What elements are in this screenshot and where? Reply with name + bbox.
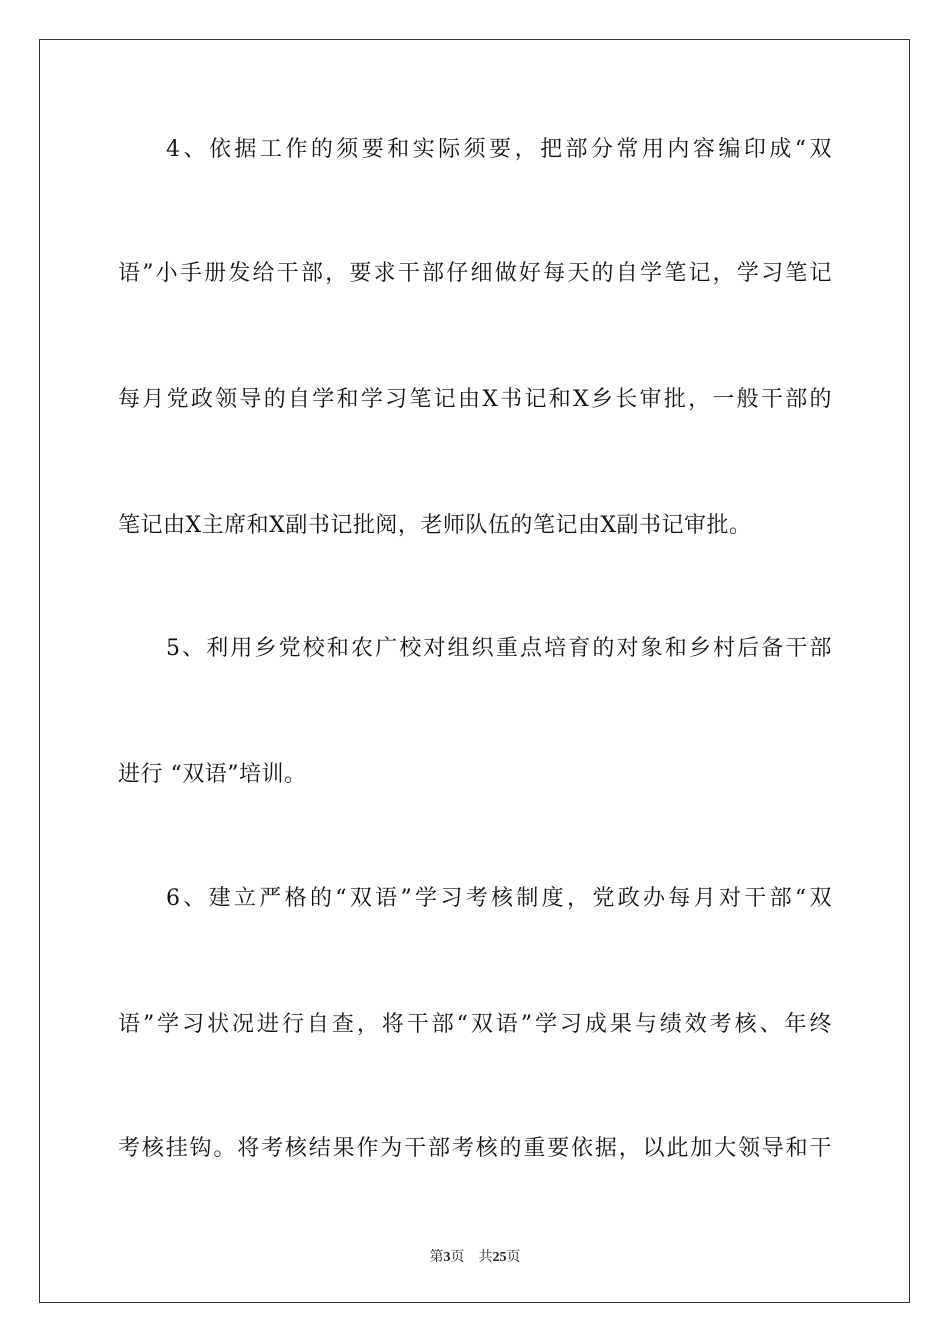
total-prefix: 共 — [478, 1249, 493, 1265]
page-footer — [0, 1247, 950, 1268]
paragraph-4-line-3: 每月党政领导的自学和学习笔记由X书记和X乡长审批，一般干部的 — [118, 387, 832, 412]
page-prefix: 第 — [429, 1249, 444, 1265]
total-pages: 25 — [492, 1250, 507, 1265]
paragraph-6-line-1: 6、建立严格的“双语”学习考核制度，党政办每月对干部“双 — [166, 886, 832, 911]
page-suffix: 页 — [450, 1249, 465, 1265]
paragraph-6-line-3: 考核挂钩。将考核结果作为干部考核的重要依据，以此加大领导和干 — [118, 1136, 832, 1161]
page-border — [39, 39, 910, 1303]
paragraph-5-line-2: 进行 “双语”培训。 — [118, 762, 307, 787]
paragraph-6-line-2: 语”学习状况进行自查，将干部“双语”学习成果与绩效考核、年终 — [118, 1012, 832, 1037]
paragraph-4-line-2: 语”小手册发给干部，要求干部仔细做好每天的自学笔记，学习笔记 — [118, 261, 832, 286]
paragraph-4-line-4: 笔记由X主席和X副书记批阅，老师队伍的笔记由X副书记审批。 — [118, 513, 752, 538]
paragraph-5-line-1: 5、利用乡党校和农广校对组织重点培育的对象和乡村后备干部 — [166, 636, 832, 661]
paragraph-4-line-1: 4、依据工作的须要和实际须要，把部分常用内容编印成“双 — [166, 137, 832, 162]
total-suffix: 页 — [506, 1249, 521, 1265]
page-number: 3 — [443, 1250, 451, 1265]
